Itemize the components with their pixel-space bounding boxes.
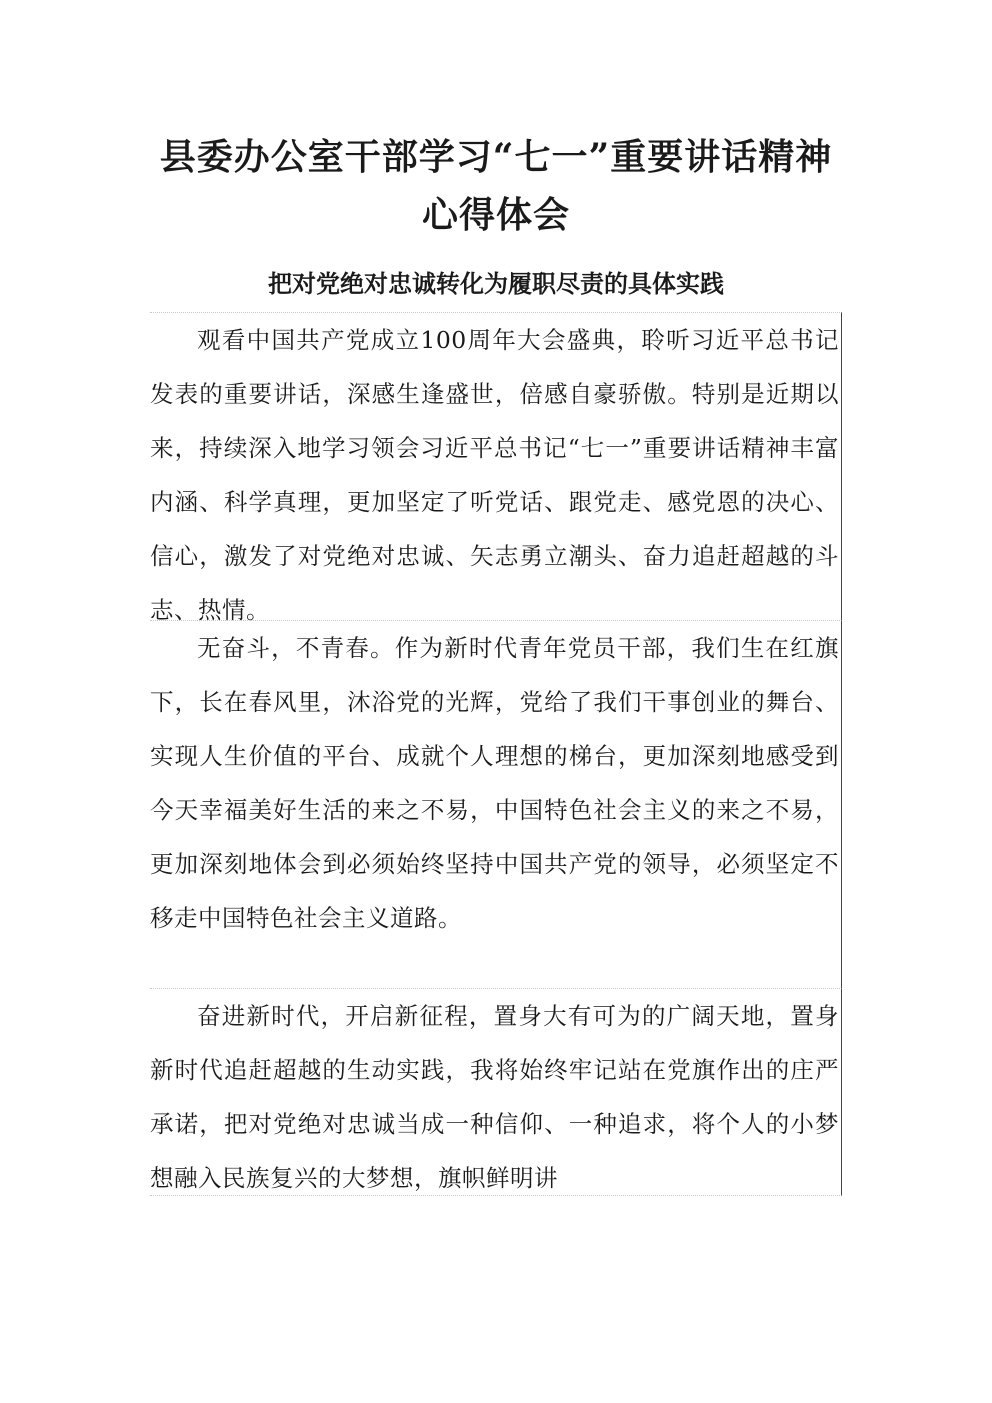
body-paragraph-3: 奋进新时代，开启新征程，置身大有可为的广阔天地，置身新时代追赶超越的生动实践，我将始终牢记站在党旗作出的庄严承诺，把对党绝对忠诚当成一种信仰、一种追求，将个人的小梦想融入民族复兴的大梦想，旗帜鲜明讲 bbox=[150, 988, 842, 1196]
body-paragraph-2: 无奋斗，不青春。作为新时代青年党员干部，我们生在红旗下，长在春风里，沐浴党的光辉，党给了我们干事创业的舞台、实现人生价值的平台、成就个人理想的梯台，更加深刻地感受到今天幸福美好生活的来之不易，中国特色社会主义的来之不易，更加深刻地体会到必须始终坚持中国共产党的领导，必须坚定不移走中国特色社会主义道路。 bbox=[150, 620, 842, 988]
document-subtitle: 把对党绝对忠诚转化为履职尽责的具体实践 bbox=[268, 270, 724, 298]
body-paragraph-1: 观看中国共产党成立100周年大会盛典，聆听习近平总书记发表的重要讲话，深感生逢盛世，倍感自豪骄傲。特别是近期以来，持续深入地学习领会习近平总书记“七一”重要讲话精神丰富内涵、科学真理，更加坚定了听党话、跟党走、感党恩的决心、信心，激发了对党绝对忠诚、矢志勇立潮头、奋力追赶超越的斗志、热情。 bbox=[150, 312, 842, 622]
document-title: 县委办公室干部学习“七一”重要讲话精神心得体会 bbox=[159, 136, 833, 236]
